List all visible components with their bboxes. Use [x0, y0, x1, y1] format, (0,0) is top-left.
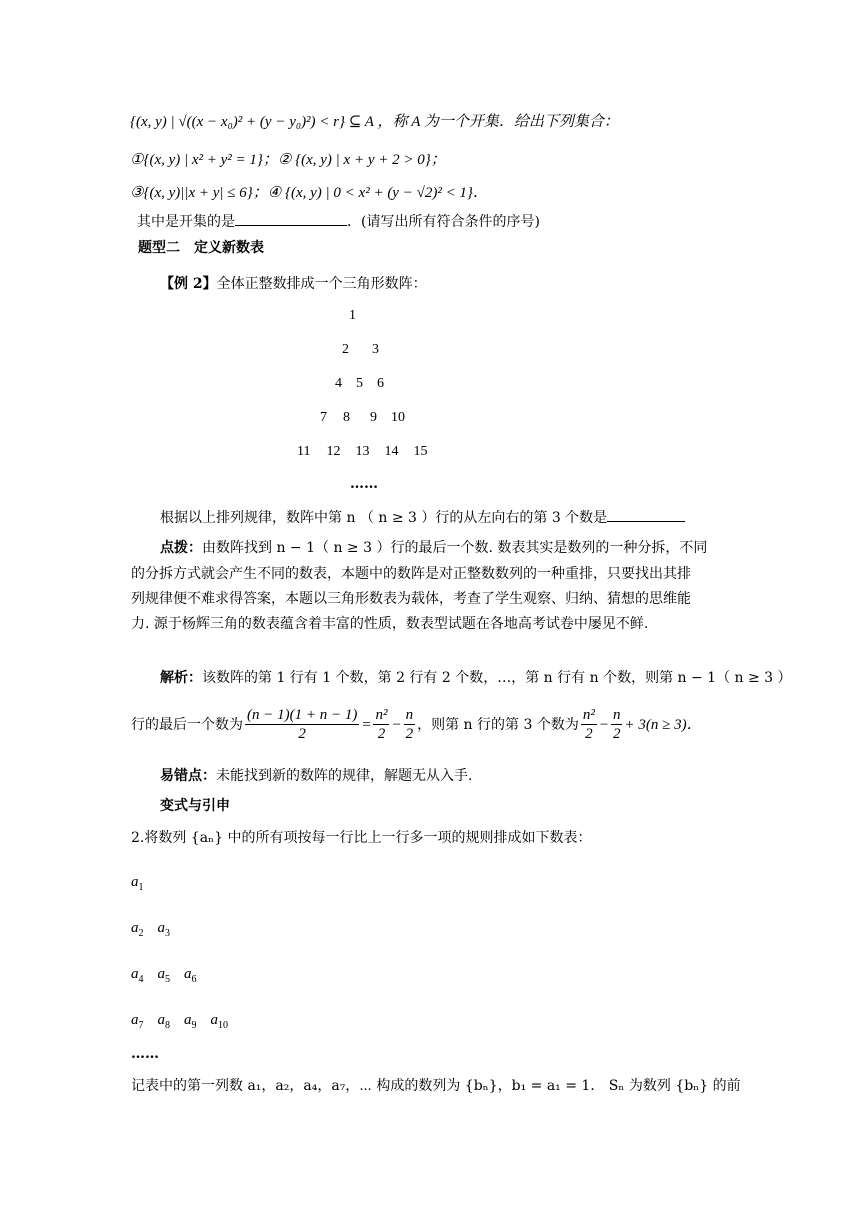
analysis-prefix: 行的最后一个数为	[131, 716, 243, 733]
question-text: 根据以上排列规律，数阵中第 n （ n ≥ 3 ）行的从左向右的第 3 个数是	[160, 510, 608, 526]
fraction-denominator: 2	[585, 726, 593, 742]
tri-cell: 4	[335, 376, 342, 391]
fraction-numerator: (n − 1)(1 + n − 1)	[247, 707, 358, 723]
tri-cell: 7	[320, 410, 327, 425]
tri-cell: 2	[342, 342, 349, 357]
question-prefix: 其中是开集的是	[137, 214, 235, 230]
hint-line-2: 的分拆方式就会产生不同的数表，本题中的数阵是对正整数数列的一种重排，只要找出其排	[131, 566, 691, 582]
tri-cell: 6	[377, 376, 384, 391]
open-set-question	[137, 212, 540, 232]
fraction-numerator: n²	[582, 707, 595, 723]
tri-cell: 14	[384, 444, 399, 459]
tri-cell: 11	[297, 444, 311, 459]
equals-sign: =	[361, 716, 372, 733]
answer-blank	[607, 521, 685, 522]
section-title: 题型二 定义新数表	[138, 240, 264, 256]
hint-line-4: 力. 源于杨辉三角的数表蕴含着丰富的性质，数表型试题在各地高考试卷中屡见不鲜.	[131, 616, 649, 632]
minus-sign: −	[598, 716, 609, 733]
array-ellipsis: ……	[131, 1046, 159, 1062]
sets-line-1: ①{(x, y) | x² + y² = 1}；② {(x, y) | x + y + 2 > 0}；	[130, 152, 446, 168]
fraction-denominator: 2	[612, 726, 621, 742]
error-label: 易错点：	[160, 768, 216, 784]
tri-ellipsis: ……	[350, 476, 378, 492]
variant-item-2: 2.将数列 {aₙ} 中的所有项按每一行比上一行多一项的规则排成如下数表：	[131, 830, 592, 846]
error-text: 未能找到新的数阵的规律，解题无从入手.	[216, 768, 473, 784]
analysis-line-2	[131, 706, 702, 743]
error-point	[160, 766, 472, 786]
example-label: 【例 2】	[160, 276, 217, 292]
analysis-mid: ，则第 n 行的第 3 个数为	[417, 716, 579, 733]
tri-row-4	[320, 408, 405, 428]
sets-line-2: ③{(x, y)||x + y| ≤ 6}；④ {(x, y) | 0 < x² + (y − √2)² < 1}．	[130, 185, 488, 201]
fraction	[245, 706, 359, 743]
analysis-end: + 3(n ≥ 3)．	[624, 716, 702, 733]
tri-row-1	[349, 306, 356, 326]
array-row-4	[131, 1012, 228, 1031]
array-cell: $a_6$	[184, 966, 197, 985]
array-cell: $a_3$	[157, 920, 170, 939]
example-question	[160, 508, 685, 528]
tri-cell: 8	[343, 410, 350, 425]
fraction	[404, 706, 416, 743]
tri-cell: 12	[326, 444, 341, 459]
fraction	[373, 706, 389, 743]
fraction-denominator: 2	[405, 726, 414, 742]
array-cell: $a_8$	[157, 1012, 170, 1031]
tri-row-2	[342, 340, 379, 360]
variant-last-line: 记表中的第一列数 a₁，a₂，a₄，a₇，⋯ 构成的数列为 {bₙ}，b₁ = a₁ = 1． Sₙ 为数列 {bₙ} 的前	[131, 1078, 741, 1094]
array-cell: $a_9$	[184, 1012, 197, 1031]
example-2	[160, 274, 427, 294]
tri-row-3	[335, 374, 384, 394]
open-set-definition: {(x, y) | √((x − x₀)² + (y − y₀)²) < r} ⊆ A ，称 A 为一个开集．给出下列集合：	[130, 114, 619, 130]
variant-title: 变式与引申	[160, 798, 230, 814]
analysis-line-1	[160, 668, 792, 688]
tri-cell: 5	[356, 376, 363, 391]
analysis-text: 该数阵的第 1 行有 1 个数，第 2 行有 2 个数，…，第 n 行有 n 个数，则第 n − 1（ n ≥ 3 ）	[202, 670, 792, 686]
fraction-denominator: 2	[377, 726, 386, 742]
array-row-2	[131, 920, 170, 939]
array-cell: $a_{10}$	[210, 1012, 228, 1031]
array-cell: $a_1$	[131, 874, 144, 893]
analysis-label: 解析：	[160, 670, 202, 686]
array-cell: $a_4$	[131, 966, 144, 985]
array-row-3	[131, 966, 197, 985]
array-cell: $a_5$	[157, 966, 170, 985]
tri-cell: 1	[349, 308, 356, 323]
hint-line-3: 列规律便不难求得答案，本题以三角形数表为载体，考查了学生观察、归纳、猜想的思维能	[131, 591, 691, 607]
minus-sign: −	[391, 716, 402, 733]
tri-cell: 3	[372, 342, 379, 357]
fraction-numerator: n²	[375, 707, 388, 723]
array-cell: $a_2$	[131, 920, 144, 939]
example-text: 全体正整数排成一个三角形数阵：	[216, 276, 427, 292]
fraction-numerator: n	[405, 707, 414, 723]
tri-row-5	[297, 442, 427, 462]
array-row-1	[131, 874, 144, 893]
tri-cell: 9	[370, 410, 377, 425]
hint-text: 由数阵找到 n − 1（ n ≥ 3 ）行的最后一个数. 数表其实是数列的一种分拆，不同	[202, 540, 708, 556]
hint-label: 点拨：	[160, 540, 202, 556]
tri-cell: 13	[355, 444, 370, 459]
hint-line-1	[160, 538, 707, 558]
tri-cell: 10	[391, 410, 405, 425]
tri-cell: 15	[413, 444, 428, 459]
answer-blank	[235, 225, 347, 226]
fraction-denominator: 2	[298, 726, 306, 742]
fraction	[611, 706, 623, 743]
fraction	[581, 706, 597, 743]
question-suffix: ．(请写出所有符合条件的序号)	[347, 214, 540, 230]
array-cell: $a_7$	[131, 1012, 144, 1031]
fraction-numerator: n	[612, 707, 621, 723]
